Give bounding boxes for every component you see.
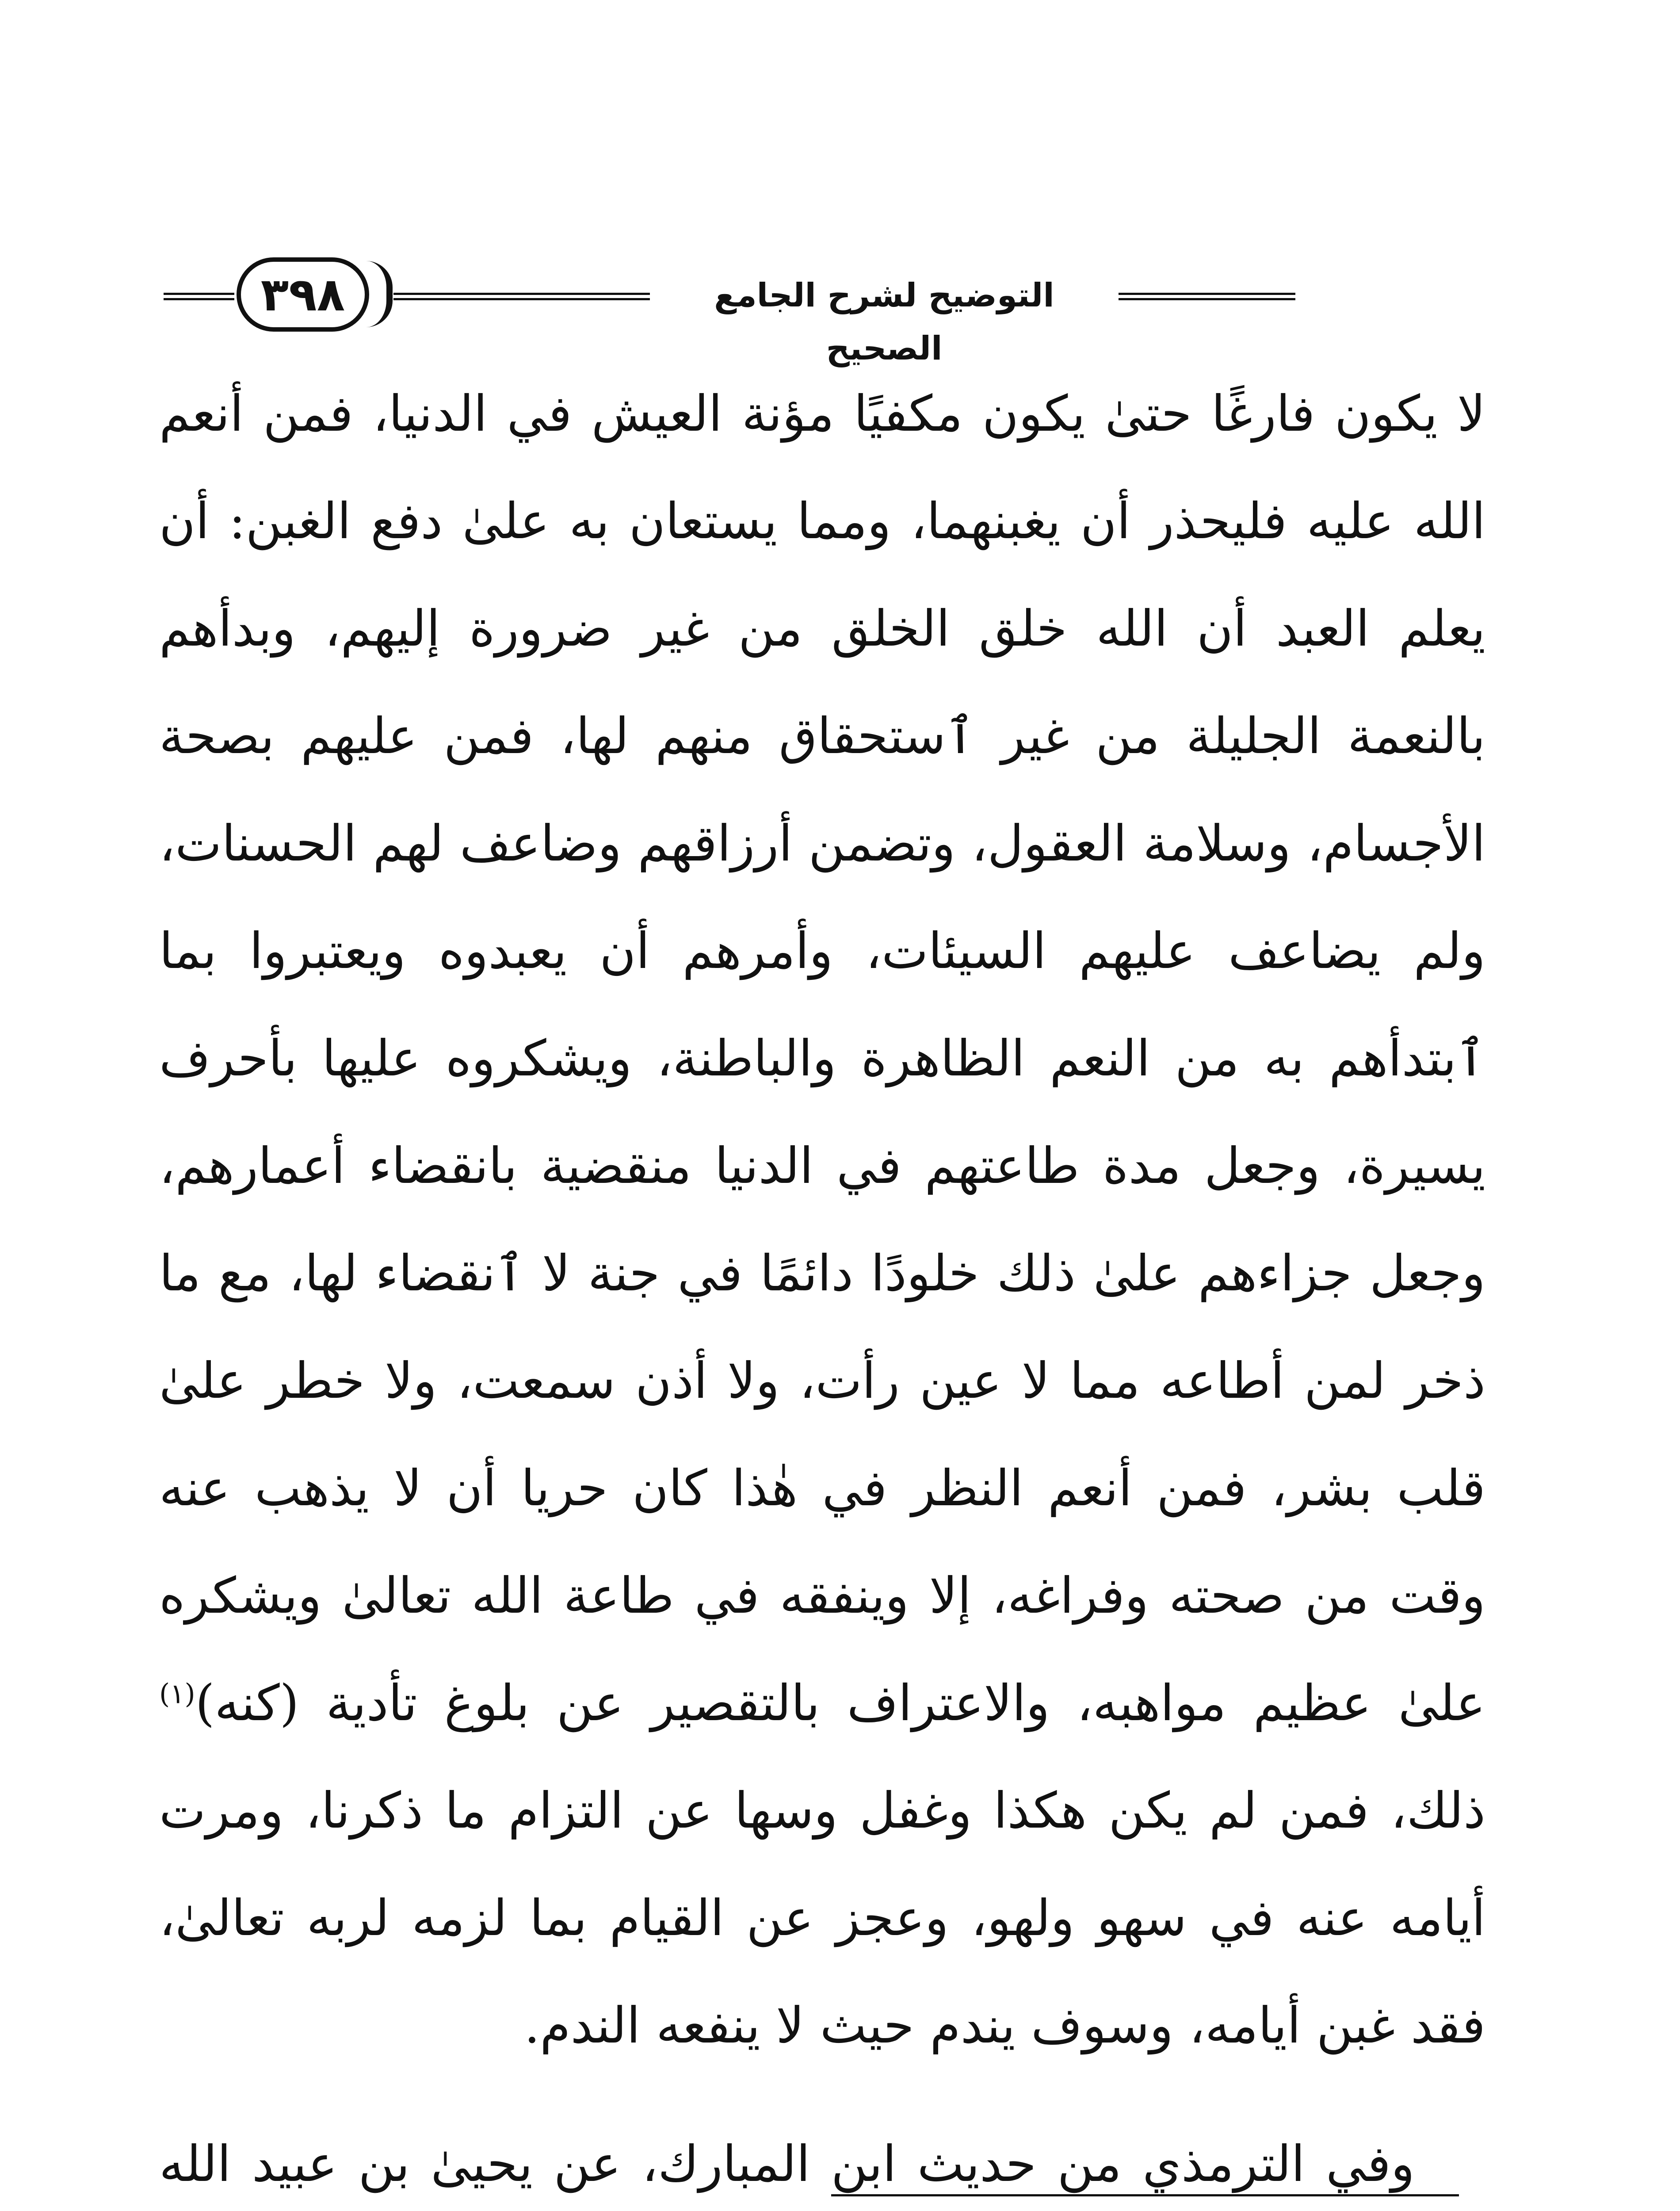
paragraph-2: وفي الترمذي من حديث ابن المبارك، عن يحيىٰ بن عبيد الله xyxy=(159,2135,1415,2193)
header-rule-mid-bottom xyxy=(393,298,650,300)
footnote-ref-1[interactable]: (١) xyxy=(159,1677,195,1710)
page-header xyxy=(164,252,1508,367)
header-rule-right-top xyxy=(1119,293,1295,295)
running-title: التوضيح لشرح الجامع الصحيح xyxy=(714,276,1054,367)
paragraph-1: لا يكون فارغًا حتىٰ يكون مكفيًا مؤنة العيش في الدنيا، فمن أنعم الله عليه فليحذر أن يغبنهما، ومما يستعان به علىٰ دفع الغبن: أن يعلم العبد أن الله خلق الخلق من غير ضرورة إليهم، وبدأهم بالنعمة الجليلة من غير ٱستحقاق منهم لها، فمن عليهم بصحة الأجسام، وسلامة العقول، وتضمن أرزاقهم وضاعف لهم الحسنات، ولم يضاعف عليهم السيئات، وأمرهم أن يعبدوه ويعتبروا بما ٱبتدأهم به من النعم الظاهرة والباطنة، ويشكروه عليها بأحرف يسيرة، وجعل مدة طاعتهم في الدنيا منقضية بانقضاء أعمارهم، وجعل جزاءهم علىٰ ذلك خلودًا دائمًا في جنة لا ٱنقضاء لها، مع ما ذخر لمن أطاعه مما لا عين رأت، ولا أذن سمعت، ولا خطر علىٰ قلب بشر، فمن أنعم النظر في هٰذا كان حريا أن لا يذهب عنه وقت من صحته وفراغه، إلا وينفقه في طاعة الله تعالىٰ ويشكره علىٰ عظيم مواهبه، والاعتراف بالتقصير عن بلوغ تأدية (كنه)$^{(١)}$ ذلك، فمن لم يكن هكذا وغفل وسها عن التزام ما ذكرنا، ومرت أيامه عنه في سهو ولهو، وعجز عن القيام بما لزمه لربه تعالىٰ، فقد غبن أيامه، وسوف يندم حيث لا ينفعه الندم. xyxy=(159,385,1486,2054)
footnote-separator xyxy=(831,2194,1459,2196)
page-number-ornament xyxy=(366,261,393,327)
page-number-badge xyxy=(237,257,369,332)
page-number: ٣٩٨ xyxy=(260,268,345,321)
main-text xyxy=(159,360,1485,2211)
header-rule-left-top xyxy=(164,293,234,295)
header-rule-right-bottom xyxy=(1119,298,1295,300)
header-rule-mid-top xyxy=(393,293,650,295)
header-rule-left-bottom xyxy=(164,298,234,300)
